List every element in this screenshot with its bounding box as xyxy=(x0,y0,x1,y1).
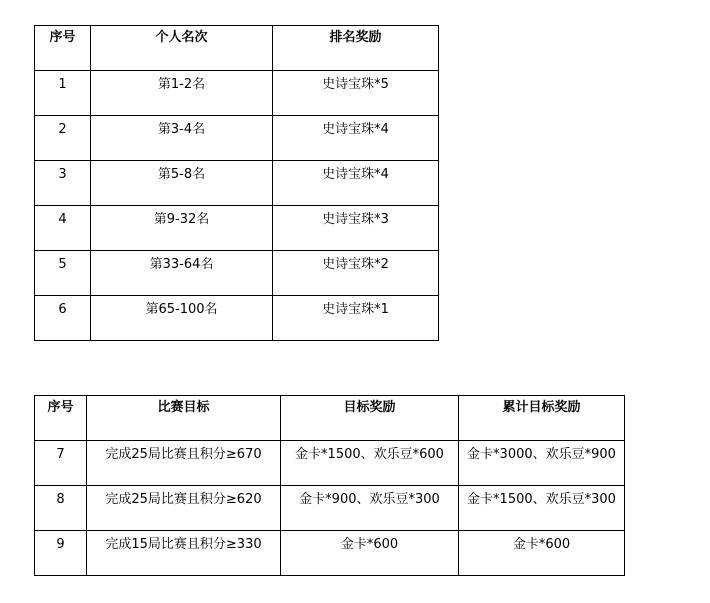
cell-index: 2 xyxy=(35,116,91,161)
table-header-row xyxy=(35,26,439,71)
cell-index: 5 xyxy=(35,251,91,296)
table-header-row xyxy=(35,396,625,441)
match-target-reward-table xyxy=(34,395,625,576)
cell-rank: 第33-64名 xyxy=(91,251,273,296)
cell-cumulative: 金卡*3000、欢乐豆*900 xyxy=(459,441,625,486)
table-row xyxy=(35,251,439,296)
table-row xyxy=(35,486,625,531)
header-cumulative-reward: 累计目标奖励 xyxy=(459,396,625,441)
cell-rank: 第1-2名 xyxy=(91,71,273,116)
cell-reward: 史诗宝珠*4 xyxy=(273,161,439,206)
cell-index: 8 xyxy=(35,486,87,531)
cell-index: 4 xyxy=(35,206,91,251)
cell-reward: 史诗宝珠*2 xyxy=(273,251,439,296)
ranking-reward-table xyxy=(34,25,439,341)
cell-reward: 金卡*600 xyxy=(281,531,459,576)
cell-reward: 史诗宝珠*4 xyxy=(273,116,439,161)
cell-reward: 史诗宝珠*1 xyxy=(273,296,439,341)
cell-cumulative: 金卡*1500、欢乐豆*300 xyxy=(459,486,625,531)
header-rank-reward: 排名奖励 xyxy=(273,26,439,71)
cell-rank: 第65-100名 xyxy=(91,296,273,341)
header-index: 序号 xyxy=(35,26,91,71)
cell-index: 6 xyxy=(35,296,91,341)
table-row xyxy=(35,531,625,576)
table-row xyxy=(35,441,625,486)
cell-reward: 史诗宝珠*5 xyxy=(273,71,439,116)
header-match-target: 比赛目标 xyxy=(87,396,281,441)
cell-reward: 金卡*900、欢乐豆*300 xyxy=(281,486,459,531)
cell-reward: 金卡*1500、欢乐豆*600 xyxy=(281,441,459,486)
header-target-reward: 目标奖励 xyxy=(281,396,459,441)
cell-index: 3 xyxy=(35,161,91,206)
cell-rank: 第3-4名 xyxy=(91,116,273,161)
cell-index: 9 xyxy=(35,531,87,576)
cell-rank: 第5-8名 xyxy=(91,161,273,206)
header-index: 序号 xyxy=(35,396,87,441)
cell-target: 完成25局比赛且积分≥670 xyxy=(87,441,281,486)
header-personal-rank: 个人名次 xyxy=(91,26,273,71)
cell-target: 完成25局比赛且积分≥620 xyxy=(87,486,281,531)
cell-index: 7 xyxy=(35,441,87,486)
table-row xyxy=(35,161,439,206)
table-row xyxy=(35,206,439,251)
cell-cumulative: 金卡*600 xyxy=(459,531,625,576)
cell-index: 1 xyxy=(35,71,91,116)
table-row xyxy=(35,71,439,116)
cell-reward: 史诗宝珠*3 xyxy=(273,206,439,251)
table-row xyxy=(35,116,439,161)
cell-target: 完成15局比赛且积分≥330 xyxy=(87,531,281,576)
cell-rank: 第9-32名 xyxy=(91,206,273,251)
table-row xyxy=(35,296,439,341)
